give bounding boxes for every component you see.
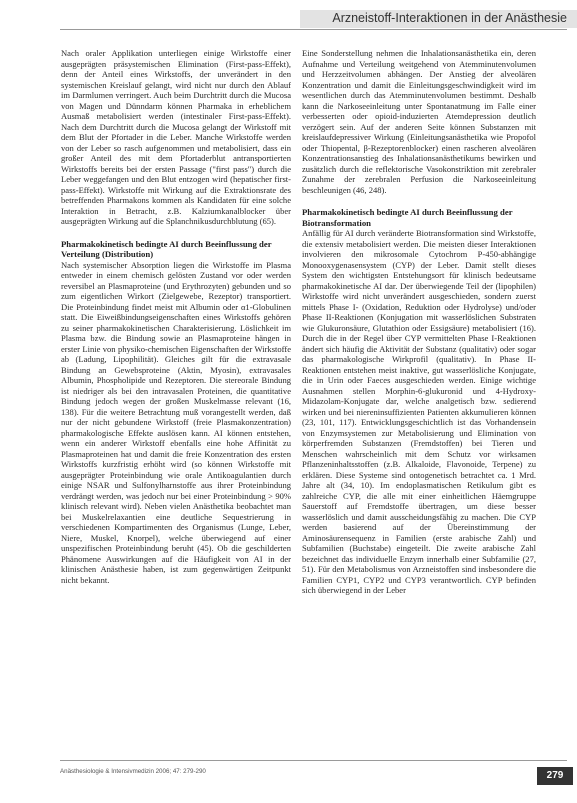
right-column	[302, 48, 536, 596]
section-spacer	[302, 195, 536, 205]
right-paragraph-inhalation: Eine Sonderstellung nehmen die Inhalationsanästhetika ein, deren Aufnahme und Verteilung weitgehend von Atemminutenvolumen und Herzzeitvolumen abhängen. Der Anstieg der alveolären Konzentration und damit die Einleitungsgeschwindigkeit wird im wesentlichen durch das Atemminutenvolumen bestimmt. Deshalb kann die Narkoseeinleitung unter Spontanatmung im Falle einer verbesserten oder opioid-induzierten Atemdepression deutlich verzögert sein. Auf der anderen Seite können Substanzen mit kreislaufdepressiver Wirkung (Einleitungsanästhetika wie Propofol oder Thiopental, β-Rezeptorenblocker) einen rascheren alveolären Konzentrationsanstieg des Inhalationsanästhetikums bewirken und zusätzlich durch die reflektorische Vasokonstriktion mit zerebraler Zunahme der zerebralen Perfusion die Narkoseeinleitung beschleunigen (46, 248).	[302, 48, 536, 195]
heading-distribution: Pharmakokinetisch bedingte AI durch Beeinflussung der Verteilung (Distribution)	[61, 238, 272, 259]
page-number-badge: 279	[537, 767, 573, 785]
heading-biotransformation: Pharmakokinetisch bedingte AI durch Beeinflussung der Biotransformation	[302, 207, 513, 228]
footer-citation: Anästhesiologie & Intensivmedizin 2006; 47: 279-290	[60, 768, 206, 775]
right-paragraph-biotransformation: Anfällig für AI durch veränderte Biotransformation sind Wirkstoffe, die extensiv metabolisiert werden. Die meisten dieser Interaktionen involvieren den mikrosomale Cytochrom P-450-abhängige Monooxygenasensystem (CYP) der Leber. Damit stellt dieses System den wichtigsten Entstehungsort für klinisch bedeutsame pharmakokinetische AI dar. Der überwiegende Teil der (lipophilen) Wirkstoffe wird nicht unverändert ausgeschieden, sondern zuerst mittels Phase I- (Oxidation, Reduktion oder Hydrolyse) und/oder Phase II-Reaktionen (Konjugation mit wasserlöslichen Substraten wie Glukuronsäure, Glutathion oder Essigsäure) metabolisiert (16). Durch die in der Regel über CYP vermittelten Phase I-Reaktionen ändert sich häufig die Aktivität der Substanz (qualitativ) oder sogar das pharmakologische Wirkprofil (qualitativ). In Phase II-Reaktionen entstehen meist inaktive, gut wasserlösliche Konjugate, die in Urin oder Faeces ausgeschieden werden. Einige wichtige Ausnahmen stellen Morphin-6-glukuronid und 4-Hydroxy-Midazolam-Konjugate dar, welche analgetisch bzw. sedierend wirken und bei niereninsuffizienten Patienten akkumulieren können (23, 101, 117). Entwicklungsgeschichtlich ist das Vorhandensein von Enzymsystemen zur Metabolisierung und Elimination von körperfremden Substanzen (Fremdstoffen) bei Tieren und Menschen wahrscheinlich mit dem Schutz vor wirksamen Pflanzeninhaltsstoffen (z.B. Alkaloide, Flavonoide, Terpene) zu erklären. Diese Systeme sind ontogenetisch betrachtet ca. 1 Mrd. Jahre alt (34, 10). Im endoplasmatischen Retikulum gibt es zahlreiche CYP, die alle mit einer einheitlichen Häemgruppe Sauerstoff auf Fremdstoffe übertragen, um diese besser wasserlöslich und damit ausscheidungsfähig zu machen. Die CYP werden basierend auf der Übereinstimmung der Aminosäurensequenz in Familien (erste arabische Zahl) und Subfamilien (Buchstabe) eingeteilt. Die zweite arabische Zahl bezeichnet das individuelle Enzym innerhalb einer Subfamilie (27, 51). Für den Metabolismus von Arzneistoffen sind insbesondere die Familien CYP1, CYP2 und CYP3 verantwortlich. CYP befinden sich überwiegend in der Leber	[302, 228, 536, 595]
section-spacer	[61, 227, 291, 237]
running-header-title: Arzneistoff-Interaktionen in der Anästhesie	[332, 11, 567, 25]
left-paragraph-first-pass: Nach oraler Applikation unterliegen einige Wirkstoffe einer ausgeprägten präsystemischen Elimination (First-pass-Effekt), denn der Anteil eines Wirkstoffs, der unverändert in den systemischen Kreislauf gelangt, wird nicht nur durch den Ablauf im Darmlumen verringert. Auch beim Durchtritt durch die Mucosa von Magen und Dünndarm können Pharmaka in erheblichem Ausmaß metabolisiert werden (intestinaler First-pass-Effekt). Nach dem Durchtritt durch die Mucosa gelangt der Wirkstoff mit dem Blut der Pfortader in die Leber. Manche Wirkstoffe werden von der Leber so rasch aufgenommen und metabolisiert, dass ein großer Anteil des mit dem Pfortaderblut antransportierten Wirkstoffs bereits bei der ersten Passage ("first pass") durch die Leber weggefangen und den Blut entzogen wird (hepatischer first-pass-Effekt). Wirkstoffe mit Wirkung auf die Extraktionsrate des betreffenden Pharmakons kommen als Kandidaten für eine solche Interaktion in Betracht, z.B. Kalziumkanalblocker über ausgeprägten Wirkung auf die Splanchnikusdurchblutung (65).	[61, 48, 291, 226]
footer-divider	[60, 760, 567, 761]
header-divider	[60, 29, 567, 30]
left-paragraph-distribution: Nach systemischer Absorption liegen die Wirkstoffe im Plasma entweder in einem chemisch gelösten Zustand vor oder werden reversibel an Plasmaproteine (und Erythrozyten) gebunden und so zum eigentlichen Wirkort (Zielgewebe, Rezeptor) transportiert. Die Proteinbindung findet meist mit Albumin oder α1-Globulinen statt. Die Eiweißbindungseigenschaften eines Wirkstoffs gehören zu seiner pharmakokinetischen Charakterisierung. Löslichkeit im Plasma bzw. die Bindung sowie an Plasmaproteine hängen in erster Linie von physiko-chemischen Eigenschaften der Wirkstoffe ab (Ladung, Lipophilität). Gleiches gilt für die extravasale Bindung an Gewebsproteine (Aktin, Myosin), extravasales Albumin, Phospholipide und Rezeptoren. Die stereorale Bindung ist niedriger als bei den intravasalen Proteinen, die quantitative Bindung jedoch wegen der großen Muskelmasse relevant (16, 138). Für die weitere Betrachtung muß vorangestellt werden, daß nur der nicht gebundene Wirkstoff (freie Plasmakonzentration) pharmakologische Effekte auslösen kann. AI können entstehen, wenn ein anderer Wirkstoff ebenfalls eine hohe Affinität zu Plasmaproteinen hat und damit die freie Konzentration des ersten Wirkstoffs kurzfristig erhöht wird (so können Wirkstoffe mit ausgeprägter Proteinbindung wie orale Antikoagulantien durch einige NSAR und Sulfonylharnstoffe aus ihrer Proteinbindung verdrängt werden, was jedoch nur bei einer Proteinbindung > 90% klinisch relevant wird). Neben vielen Anästhetika beobachtet man bei Muskelrelaxantien eine deutliche Sequestrierung in verschiedenen Kompartimenten des Organismus (Lunge, Leber, Niere, Muskel, Knorpel), welche überwiegend auf einer unspezifischen Proteinbindung beruht (45). Ob die geschilderten Phänomene Auswirkungen auf die Häufigkeit von AI in der klinischen Anästhesie haben, ist zum gegenwärtigen Zeitpunkt nicht bekannt.	[61, 259, 291, 585]
left-column	[61, 48, 291, 585]
